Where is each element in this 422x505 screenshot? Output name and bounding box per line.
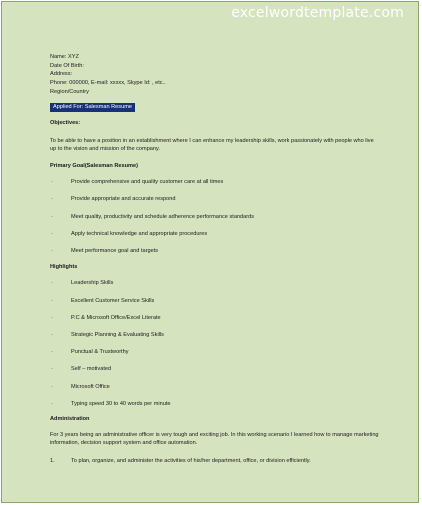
list-item [50,331,380,348]
list-item [50,383,380,400]
list-item [50,365,380,382]
numbered-item-label: 1. [50,457,55,464]
contact-phone: Phone: 000000, E-mail: xxxxx, Skype Id: , etc.. [50,80,166,87]
list-item-text: Meet quality, productivity and schedule adherence performance standards [71,213,255,220]
bullet-icon: · [51,213,53,220]
list-item-text: P.C & Microsoft Office/Excel Literate [71,314,161,321]
list-item-text: Strategic Planning & Evaluating Skills [71,331,164,338]
list-item-text: Self – motivated [71,366,112,373]
numbered-item-text: To plan, organize, and administer the activities of his/her department, office, or division efficiently. [71,457,311,464]
bullet-icon: · [51,196,53,203]
contact-block [50,53,380,96]
highlights-list [50,279,380,417]
list-item [50,178,380,195]
administration-heading: Administration [50,415,90,422]
list-item-text: Typing speed 30 to 40 words per minute [71,400,171,407]
resume-page [1,1,419,503]
list-item [50,348,380,365]
list-item-text: Leadership Skills [71,280,114,287]
bullet-icon: · [51,297,53,304]
bullet-icon: · [51,248,53,254]
bullet-icon: · [51,280,53,287]
list-item [50,400,380,417]
numbered-item [50,457,380,465]
list-item-text: Apply technical knowledge and appropriate procedures [71,230,208,237]
list-item-text: Excellent Customer Service Skills [71,297,155,304]
list-item [50,297,380,314]
list-item [50,195,380,212]
list-item-text: Meet performance goal and targets [71,248,159,254]
bullet-icon: · [51,179,53,186]
contact-region: Region/Country [50,88,89,95]
objectives-text: To be able to have a position in an establishment where I can enhance my leadership skills, work passionately with people who live up to the vision and mission of the company. [50,137,374,152]
primary-goal-list [50,178,380,264]
bullet-icon: · [51,331,53,338]
resume-content [50,53,380,465]
list-item-text: Provide comprehensive and quality customer care at all times [71,179,224,186]
bullet-icon: · [51,230,53,237]
list-item [50,230,380,247]
objectives-heading: Objectives: [50,120,81,127]
administration-text: For 3 years being an administrative officer is very tough and exciting job. In this working scenario I learned how to manage marketing information, decision support system and office automation. [50,432,379,447]
list-item [50,247,380,264]
watermark: excelwordtemplate.com [231,5,404,21]
list-item [50,279,380,296]
contact-dob: Date Of Birth: [50,62,84,69]
contact-name: Name: XYZ [50,54,79,60]
highlights-heading: Highlights [50,264,78,271]
list-item-text: Provide appropriate and accurate respond [71,196,176,203]
bullet-icon: · [51,400,53,407]
bullet-icon: · [51,383,53,390]
primary-goal-heading: Primary Goal(Salesman Resume) [50,163,138,170]
list-item-text: Microsoft Office [71,383,110,390]
list-item [50,213,380,230]
bullet-icon: · [51,349,53,356]
bullet-icon: · [51,366,53,373]
contact-address: Address: [50,71,73,78]
applied-for-highlight: Applied For: Salesman Resume [50,103,135,112]
list-item-text: Punctual & Trustworthy [71,349,129,356]
list-item [50,314,380,331]
bullet-icon: · [51,314,53,321]
